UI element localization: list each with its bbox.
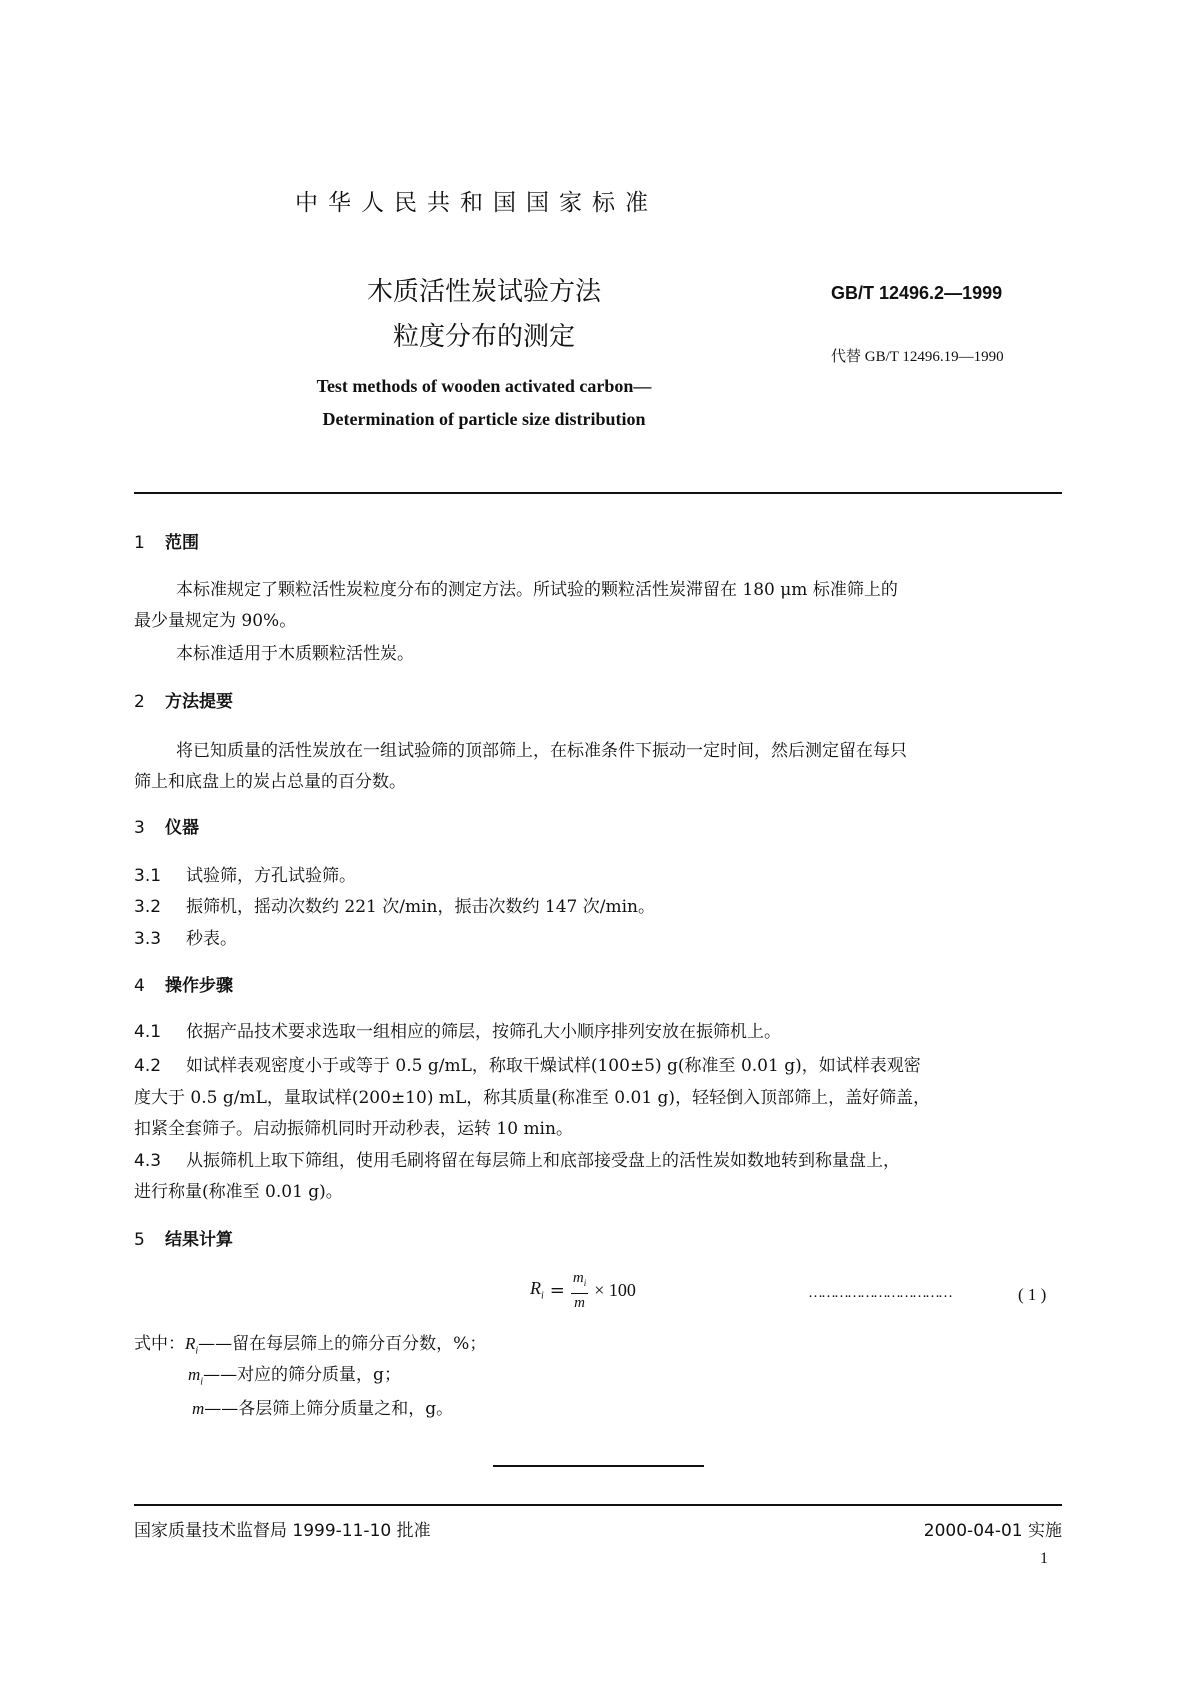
formula-1: $R_i$ = $\frac{m_i}{m}$ × 100 bbox=[530, 1270, 636, 1311]
section-4-heading: 4 操作步骤 bbox=[134, 976, 233, 996]
section-5-heading: 5 结果计算 bbox=[134, 1230, 233, 1250]
section-2-para-a: 将已知质量的活性炭放在一组试验筛的顶部筛上，在标准条件下振动一定时间，然后测定留在每只 bbox=[176, 741, 907, 761]
equation-leader: …………………………… bbox=[808, 1285, 951, 1301]
section-1-para-1b: 最少量规定为 90%。 bbox=[134, 611, 297, 631]
page-number: 1 bbox=[1040, 1550, 1048, 1567]
where-def-1: 式中：$R_i——$留在每层筛上的筛分百分数，%； bbox=[134, 1334, 487, 1357]
top-divider bbox=[134, 492, 1062, 494]
item-3-2: 3.2 振筛机，摇动次数约 221 次/min，振击次数约 147 次/min。 bbox=[134, 897, 655, 917]
section-1-para-2: 本标准适用于木质颗粒活性炭。 bbox=[176, 644, 414, 664]
item-4-3: 4.3 从振筛机上取下筛组，使用毛刷将留在每层筛上和底部接受盘上的活性炭如数地转到称量盘上， bbox=[134, 1151, 900, 1171]
section-1-para-1a: 本标准规定了颗粒活性炭粒度分布的测定方法。所试验的颗粒活性炭滞留在 180 μm 标准筛上的 bbox=[176, 580, 898, 600]
implementation-date: 2000-04-01 实施 bbox=[923, 1521, 1062, 1541]
approval-text: 国家质量技术监督局 1999-11-10 批准 bbox=[134, 1521, 431, 1541]
end-divider bbox=[493, 1465, 704, 1467]
standard-code: GB/T 12496.2—1999 bbox=[831, 283, 1003, 303]
section-1-heading: 1 范围 bbox=[134, 533, 199, 553]
national-standard-heading: 中华人民共和国国家标准 bbox=[295, 190, 658, 216]
item-3-3: 3.3 秒表。 bbox=[134, 929, 237, 949]
section-2-para-b: 筛上和底盘上的炭占总量的百分数。 bbox=[134, 772, 406, 792]
where-def-3: m——各层筛上筛分质量之和，g。 bbox=[192, 1399, 454, 1419]
item-4-1: 4.1 依据产品技术要求选取一组相应的筛层，按筛孔大小顺序排列安放在振筛机上。 bbox=[134, 1022, 781, 1042]
title-line-2: 粒度分布的测定 bbox=[392, 322, 576, 352]
equation-number: ( 1 ) bbox=[1018, 1285, 1047, 1304]
item-4-2-line-2: 度大于 0.5 g/mL，量取试样(200±10) mL，称其质量(称准至 0.01 g)，轻轻倒入顶部筛上，盖好筛盖， bbox=[134, 1088, 931, 1108]
item-4-3-line-2: 进行称量(称准至 0.01 g)。 bbox=[134, 1182, 343, 1202]
item-4-2-line-3: 扣紧全套筛子。启动振筛机同时开动秒表，运转 10 min。 bbox=[134, 1119, 573, 1139]
title-line-1: 木质活性炭试验方法 bbox=[366, 277, 602, 307]
where-def-2: $m_i——$对应的筛分质量，g； bbox=[188, 1365, 401, 1388]
item-4-2: 4.2 如试样表观密度小于或等于 0.5 g/mL，称取干燥试样(100±5) g(称准至 0.01 g)，如试样表观密 bbox=[134, 1056, 921, 1076]
section-2-heading: 2 方法提要 bbox=[134, 692, 233, 712]
footer-divider bbox=[134, 1504, 1062, 1506]
replaces-standard: 代替 GB/T 12496.19—1990 bbox=[831, 349, 1004, 365]
english-title-line-1: Test methods of wooden activated carbon— bbox=[316, 376, 652, 396]
section-3-heading: 3 仪器 bbox=[134, 818, 199, 838]
item-3-1: 3.1 试验筛，方孔试验筛。 bbox=[134, 866, 356, 886]
english-title-line-2: Determination of particle size distribution bbox=[322, 409, 646, 429]
